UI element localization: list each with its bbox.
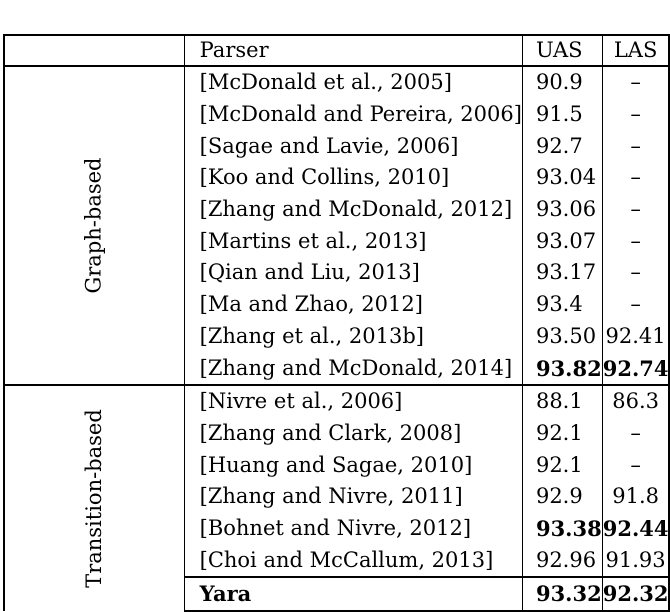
parser-comparison-table <box>3 34 670 612</box>
uas-cell: 92.1 <box>522 449 602 481</box>
header-parser: Parser <box>184 35 522 66</box>
las-cell-yara: 92.32 <box>602 577 669 611</box>
uas-cell-yara: 93.32 <box>522 577 602 611</box>
las-cell-best: 92.74 <box>602 352 669 385</box>
uas-cell: 93.04 <box>522 162 602 194</box>
las-cell-best: 92.44 <box>602 513 669 545</box>
las-cell: – <box>602 418 669 450</box>
parser-cell: [Ma and Zhao, 2012] <box>184 289 522 321</box>
parser-cell: [Zhang and McDonald, 2014] <box>184 352 522 385</box>
las-cell: 86.3 <box>602 385 669 418</box>
parser-cell: [Koo and Collins, 2010] <box>184 162 522 194</box>
uas-cell: 93.07 <box>522 225 602 257</box>
las-cell: 91.93 <box>602 544 669 577</box>
uas-cell: 92.96 <box>522 544 602 577</box>
header-group-cell <box>4 35 184 66</box>
parser-cell: [Zhang and Nivre, 2011] <box>184 481 522 513</box>
las-cell: – <box>602 162 669 194</box>
parser-cell: [McDonald et al., 2005] <box>184 66 522 99</box>
parser-cell: [Choi and McCallum, 2013] <box>184 544 522 577</box>
uas-cell-best: 93.38 <box>522 513 602 545</box>
parser-cell-yara: Yara <box>184 577 522 611</box>
las-cell: – <box>602 289 669 321</box>
header-las: LAS <box>602 35 669 66</box>
parser-cell: [Zhang and McDonald, 2012] <box>184 194 522 226</box>
uas-cell: 90.9 <box>522 66 602 99</box>
uas-cell: 92.9 <box>522 481 602 513</box>
uas-cell: 93.06 <box>522 194 602 226</box>
parser-cell: [Zhang et al., 2013b] <box>184 321 522 353</box>
uas-cell: 91.5 <box>522 99 602 131</box>
parser-cell: [Huang and Sagae, 2010] <box>184 449 522 481</box>
las-cell: – <box>602 225 669 257</box>
las-cell: 92.41 <box>602 321 669 353</box>
header-uas: UAS <box>522 35 602 66</box>
las-cell: – <box>602 257 669 289</box>
parser-cell: [McDonald and Pereira, 2006] <box>184 99 522 131</box>
uas-cell: 93.50 <box>522 321 602 353</box>
uas-cell-best: 93.82 <box>522 352 602 385</box>
uas-cell: 92.1 <box>522 418 602 450</box>
group-label-graph-based: Graph-based <box>4 66 184 385</box>
parser-cell: [Martins et al., 2013] <box>184 225 522 257</box>
las-cell: – <box>602 66 669 99</box>
table-row <box>4 66 669 99</box>
parser-cell: [Bohnet and Nivre, 2012] <box>184 513 522 545</box>
las-cell: – <box>602 130 669 162</box>
las-cell: – <box>602 99 669 131</box>
uas-cell: 93.4 <box>522 289 602 321</box>
uas-cell: 92.7 <box>522 130 602 162</box>
parser-cell: [Qian and Liu, 2013] <box>184 257 522 289</box>
table-header-row <box>4 35 669 66</box>
las-cell: – <box>602 194 669 226</box>
group-label-transition-based: Transition-based <box>4 385 184 611</box>
las-cell: – <box>602 449 669 481</box>
las-cell: 91.8 <box>602 481 669 513</box>
uas-cell: 93.17 <box>522 257 602 289</box>
parser-cell: [Zhang and Clark, 2008] <box>184 418 522 450</box>
parser-cell: [Nivre et al., 2006] <box>184 385 522 418</box>
parser-cell: [Sagae and Lavie, 2006] <box>184 130 522 162</box>
table-row <box>4 385 669 418</box>
uas-cell: 88.1 <box>522 385 602 418</box>
